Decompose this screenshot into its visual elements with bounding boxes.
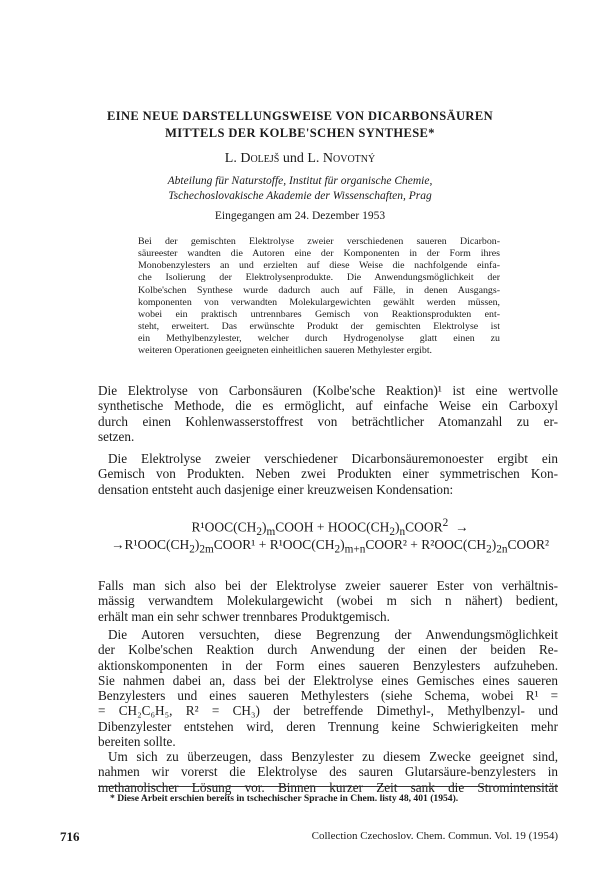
title-line-2: MITTELS DER KOLBE'SCHEN SYNTHESE* <box>165 126 435 140</box>
formula-sub: 2 <box>486 543 492 556</box>
text-line: Die Elektrolyse zweier verschiedener Dicarbonsäuremonoester ergibt ein <box>108 451 558 466</box>
article-title <box>70 108 530 142</box>
formula-sub: m <box>266 526 276 539</box>
text-line: Benzylesters und eines saueren Methylesters (siehe Schema, wobei R¹ = <box>98 688 558 704</box>
paragraph-1 <box>98 383 558 444</box>
page-number: 716 <box>60 829 80 844</box>
formula-part: COOH + HOOC(CH <box>275 519 390 535</box>
formula-part: ) <box>194 537 200 552</box>
formula-part: ) <box>261 519 267 535</box>
formula-sub: 2 <box>389 526 395 539</box>
formula-sup: 2 <box>442 517 449 529</box>
arrow-icon: → <box>454 519 469 535</box>
text-line: nahmen wir vorerst die Elektrolyse des sauren Glutarsäure-benzylesters in <box>98 764 558 780</box>
received-date: Eingegangen am 24. Dezember 1953 <box>214 210 386 222</box>
text-line: Die Elektrolyse von Carbonsäuren (Kolbe'sche Reaktion)¹ ist eine wertvolle <box>98 383 558 398</box>
footnote: * Diese Arbeit erschien bereits in tschechischer Sprache in Chem. listy 48, 401 (1954). <box>110 793 459 804</box>
text-line: methanolischer Lösung vor. Binnen kurzer Zeit sank die Stromintensität <box>98 779 558 795</box>
text-line: synthetische Methode, die es ermöglicht, auf einfache Weise ein Carboxyl <box>98 398 558 414</box>
text-line: durch einen Kohlenwasserstoffrest von beträchtlicher Atomanzahl zu er- <box>98 413 558 429</box>
abstract <box>138 236 500 358</box>
author-2-initial: L. <box>307 151 320 166</box>
abstract-line: komponenten von verwandten Molekulargewichten gewählt werden müssen, <box>138 296 500 308</box>
paragraph-5 <box>98 749 558 795</box>
abstract-line: che Isolierung der Elektrolysenprodukte. Die Anwendungsmöglichkeit der <box>138 272 500 284</box>
author-1-name: Dolejš <box>240 151 280 166</box>
abstract-line: Monobenzylesters an und erzielten auf diese Weise die nachfolgende einfa- <box>138 260 500 272</box>
affiliation-line-1: Abteilung für Naturstoffe, Institut für organische Chemie, <box>167 175 433 187</box>
formula-sub: n <box>399 526 406 539</box>
text-line: densation entsteht auch dasjenige einer kreuzweisen Kondensation: <box>98 481 454 497</box>
formula-part: R¹OOC(CH <box>191 519 257 535</box>
text-line: Dibenzylester entstehen wird, deren Trennung keine Schwierigkeiten mehr <box>98 718 558 734</box>
paragraph-3 <box>98 578 558 624</box>
paragraph-4 <box>98 627 558 749</box>
abstract-line: säureester wandten die Autoren eine der Komponenten in der Form ihres <box>138 248 500 260</box>
author-1-initial: L. <box>224 151 237 166</box>
text-line: erhält man ein sehr schwer trennbares Produktgemisch. <box>98 608 390 624</box>
text-line: setzen. <box>98 428 135 444</box>
abstract-line: Kolbe'schen Synthese wurde dadurch auch auf Fälle, in denen Ausgangs- <box>138 284 500 296</box>
text-line: Falls man sich also bei der Elektrolyse zweier sauerer Ester von verhältnis- <box>98 578 558 593</box>
formula-part: ) <box>394 519 400 535</box>
formula-sub: 2 <box>334 543 341 556</box>
text-line: Sie nahmen dabei an, dass bei der Elektrolyse eines Gemisches eines saueren <box>98 672 558 688</box>
journal-citation: Collection Czechoslov. Chem. Commun. Vol. 19 (1954) <box>311 830 558 842</box>
text-line: Gemisch von Produkten. Neben zwei Produkten einer symmetrischen Kon- <box>98 466 558 482</box>
abstract-line: wobei ein praktisch untrennbares Gemisch von Reaktionsprodukten ent- <box>138 308 500 320</box>
text-line: bereiten sollte. <box>98 734 176 750</box>
author-2-name: Novotný <box>322 151 376 166</box>
author-line <box>0 150 600 168</box>
author-connector: und <box>282 151 304 166</box>
abstract-line: Bei der gemischten Elektrolyse zweier verschiedenen saueren Dicarbon- <box>138 236 500 247</box>
affiliation-line-2: Tschechoslovakische Akademie der Wissenschaften, Prag <box>168 190 432 202</box>
formula-sub: 2 <box>256 526 262 539</box>
abstract-line: ein Methylbenzylester, welcher durch Hydrogenolyse glatt einen zu <box>138 333 500 345</box>
formula-part: COOR² + R²OOC(CH <box>365 537 487 552</box>
formula-part: COOR² <box>507 537 550 552</box>
formula-sub: 2m <box>199 543 214 556</box>
formula-part: R¹OOC(CH <box>124 537 190 552</box>
text-line: mässig verwandtem Molekulargewicht (wobei m sich n nähert) bedient, <box>98 593 558 609</box>
footnote-divider <box>98 786 558 787</box>
abstract-line: steht, erweitert. Das erwünschte Produkt der gemischten Elektrolyse ist <box>138 321 500 333</box>
reaction-scheme-line-2 <box>90 536 570 559</box>
formula-sub: 2n <box>496 543 508 556</box>
text-line: Die Autoren versuchten, diese Begrenzung der Anwendungsmöglichkeit <box>108 627 558 642</box>
abstract-line: weiteren Operationen geeigneten einheitlichen saueren Methylester ergibt. <box>138 345 433 357</box>
formula-part: ) <box>491 537 497 552</box>
formula-sub: m+n <box>344 543 366 556</box>
paragraph-2 <box>98 451 558 497</box>
title-line-1: EINE NEUE DARSTELLUNGSWEISE VON DICARBONSÄUREN <box>106 109 494 123</box>
affiliation <box>0 174 600 204</box>
formula-part: ) <box>340 537 345 552</box>
text-line: aktionskomponenten in der Form eines saueren Benzylesters aufzuheben. <box>98 657 558 673</box>
text-line: der Kolbe'schen Reaktion durch Anwendung der einen der beiden Re- <box>98 642 558 658</box>
text-line: Um sich zu überzeugen, dass Benzylester zu diesem Zwecke geeignet sind, <box>108 749 558 764</box>
formula-sub: 2 <box>189 543 195 556</box>
formula-part: COOR¹ + R¹OOC(CH <box>213 537 335 552</box>
text-line: = CH₂C₆H₅, R² = CH₃) der betreffende Dimethyl-, Methylbenzyl- und <box>98 703 558 719</box>
formula-part: COOR <box>405 519 443 535</box>
arrow-icon: → <box>110 537 125 552</box>
